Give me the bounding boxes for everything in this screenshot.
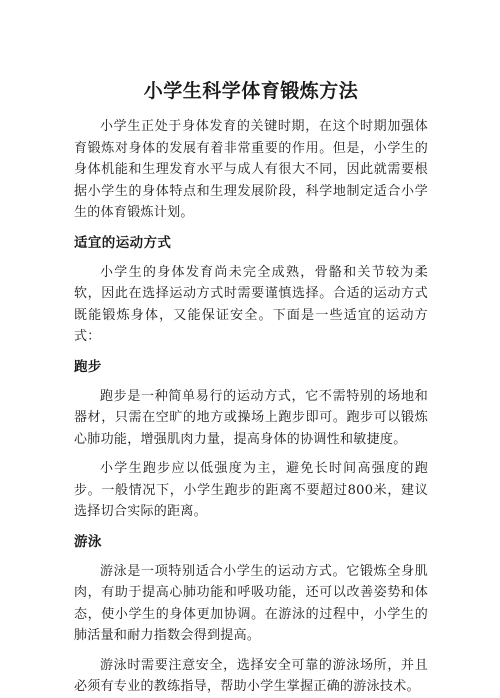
suitable-exercise-paragraph: 小学生的身体发育尚未完全成熟，骨骼和关节较为柔软，因此在选择运动方式时需要谨慎选择。合适的运动方式既能锻炼身体，又能保证安全。下面是一些适宜的运动方式： [74,264,428,344]
section-heading-suitable-exercise: 适宜的运动方式 [74,234,172,251]
intro-paragraph: 小学生正处于身体发育的关键时期，在这个时期加强体育锻炼对身体的发展有着非常重要的作用。但是，小学生的身体机能和生理发育水平与成人有很大不同，因此就需要根据小学生的身体特点和生理发展阶段，科学地制定适合小学生的体育锻炼计划。 [74,119,428,220]
running-paragraph-2: 小学生跑步应以低强度为主，避免长时间高强度的跑步。一般情况下，小学生跑步的距离不要超过800米，建议选择切合实际的距离。 [74,461,428,519]
running-paragraph-1: 跑步是一种简单易行的运动方式，它不需特别的场地和器材，只需在空旷的地方或操场上跑步即可。跑步可以锻炼心肺功能，增强肌肉力量，提高身体的协调性和敏捷度。 [74,388,428,447]
document-title: 小学生科学体育锻炼方法 [143,80,359,102]
section-heading-swimming: 游泳 [74,533,102,550]
swimming-paragraph-2: 游泳时需要注意安全，选择安全可靠的游泳场所，并且必须有专业的教练指导，帮助小学生掌握正确的游泳技术。 [74,657,428,694]
swimming-paragraph-1: 游泳是一项特别适合小学生的运动方式。它锻炼全身肌肉，有助于提高心肺功能和呼吸功能，还可以改善姿势和体态，使小学生的身体更加协调。在游泳的过程中，小学生的肺活量和耐力指数会得到提高。 [74,563,428,643]
section-heading-running: 跑步 [74,358,102,375]
